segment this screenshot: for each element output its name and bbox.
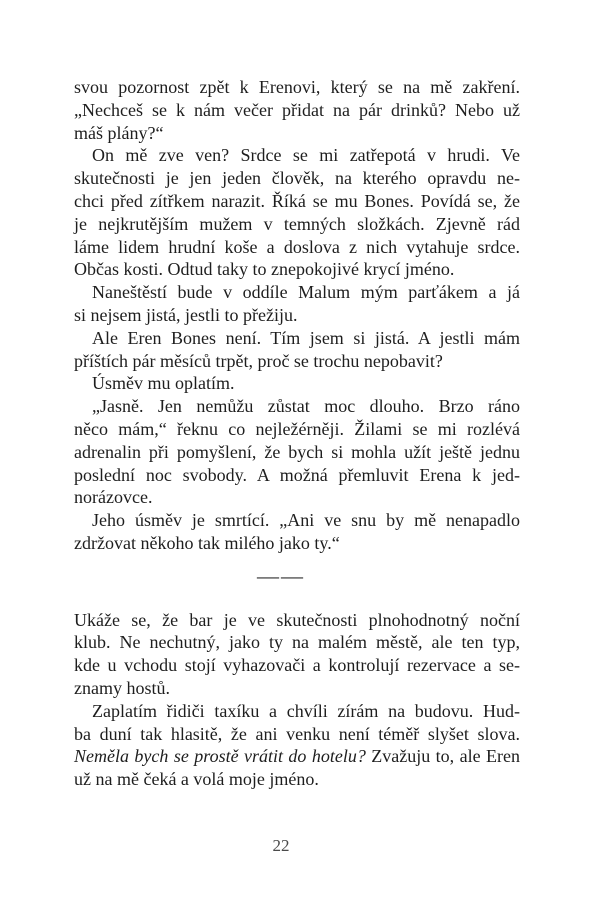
text-line bbox=[74, 258, 520, 281]
text-segment: klub. Ne nechutný, jako ty na malém městě, ale ten typ, bbox=[74, 632, 520, 653]
page-number: 22 bbox=[272, 836, 290, 855]
text-segment: norázovce. bbox=[74, 487, 153, 508]
paragraph bbox=[74, 76, 520, 144]
scene-break-divider: —— bbox=[257, 562, 305, 588]
paragraph bbox=[74, 372, 520, 395]
text-segment: Zvažuju to, ale Eren bbox=[371, 746, 520, 767]
text-line bbox=[74, 213, 520, 236]
text-line bbox=[74, 395, 520, 418]
text-segment: máš plány?“ bbox=[74, 122, 164, 143]
text-line bbox=[74, 441, 520, 464]
text-segment: adrenalin při pomyšlení, že bych si mohla užít ještě jednu bbox=[74, 441, 520, 462]
text-segment: Ale Eren Bones není. Tím jsem si jistá. A jestli mám bbox=[92, 327, 520, 348]
text-segment: Občas kosti. Odtud taky to znepokojivé krycí jméno. bbox=[74, 259, 455, 280]
text-segment: poslední noc svobody. A možná přemluvit Erena k jed- bbox=[74, 464, 520, 485]
text-segment: zdržovat někoho tak milého jako ty.“ bbox=[74, 532, 340, 553]
italic-text: Neměla bych se prostě vrátit do hotelu? bbox=[74, 746, 372, 767]
text-line bbox=[74, 99, 520, 122]
text-segment: Úsměv mu oplatím. bbox=[92, 373, 235, 394]
text-line bbox=[74, 350, 520, 373]
text-segment: chci před zítřkem narazit. Říká se mu Bones. Povídá se, že bbox=[74, 190, 520, 211]
text-segment: „Jasně. Jen nemůžu zůstat moc dlouho. Brzo ráno bbox=[92, 396, 520, 417]
text-segment: Naneštěstí bude v oddíle Malum mým parťákem a já bbox=[92, 282, 520, 303]
text-line bbox=[74, 700, 520, 723]
text-segment: Ukáže se, že bar je ve skutečnosti plnohodnotný noční bbox=[74, 609, 520, 630]
text-line bbox=[74, 509, 520, 532]
text-line bbox=[74, 723, 520, 746]
text-segment: ba duní tak hlasitě, že ani venku není téměř slyšet slova. bbox=[74, 723, 520, 744]
text-line bbox=[74, 304, 520, 327]
text-line bbox=[74, 372, 520, 395]
text-line bbox=[74, 167, 520, 190]
paragraph bbox=[74, 281, 520, 327]
text-segment: je nejkrutějším mužem v temných složkách. Zjevně rád bbox=[74, 213, 520, 234]
text-segment: On mě zve ven? Srdce se mi zatřepotá v hrudi. Ve bbox=[92, 145, 520, 166]
text-line bbox=[74, 631, 520, 654]
text-line bbox=[74, 190, 520, 213]
text-segment: už na mě čeká a volá moje jméno. bbox=[74, 769, 319, 790]
text-line bbox=[74, 532, 520, 555]
text-line bbox=[74, 464, 520, 487]
text-line bbox=[74, 609, 520, 632]
text-segment: „Nechceš se k nám večer přidat na pár drinků? Nebo už bbox=[74, 99, 520, 120]
text-segment: něco mám,“ řeknu co nejležérněji. Žilami se mi rozlévá bbox=[74, 418, 520, 439]
text-segment: kde u vchodu stojí vyhazovači a kontrolují rezervace a se- bbox=[74, 655, 520, 676]
text-segment: si nejsem jistá, jestli to přežiju. bbox=[74, 304, 298, 325]
text-segment: znamy hostů. bbox=[74, 677, 170, 698]
text-line bbox=[74, 327, 520, 350]
text-segment: skutečnosti je jen jeden člověk, na kterého opravdu ne- bbox=[74, 168, 520, 189]
text-line bbox=[74, 768, 520, 791]
text-block bbox=[74, 76, 520, 791]
text-line bbox=[74, 418, 520, 441]
text-line bbox=[74, 76, 520, 99]
text-line bbox=[74, 236, 520, 259]
text-segment: Zaplatím řidiči taxíku a chvíli zírám na budovu. Hud- bbox=[92, 700, 520, 721]
text-segment: láme lidem hrudní koše a doslova z nich vytahuje srdce. bbox=[74, 236, 520, 257]
text-line bbox=[74, 486, 520, 509]
text-line bbox=[74, 677, 520, 700]
paragraph bbox=[74, 395, 520, 509]
text-line bbox=[74, 745, 520, 768]
text-line bbox=[74, 281, 520, 304]
text-segment: Jeho úsměv je smrtící. „Ani ve snu by mě nenapadlo bbox=[92, 510, 520, 531]
paragraph bbox=[74, 609, 520, 700]
paragraph bbox=[74, 509, 520, 555]
text-segment: svou pozornost zpět k Erenovi, který se na mě zakření. bbox=[74, 77, 520, 97]
text-segment: příštích pár měsíců trpět, proč se trochu nepobavit? bbox=[74, 350, 443, 371]
text-line bbox=[74, 122, 520, 145]
paragraph bbox=[74, 144, 520, 281]
paragraph bbox=[74, 700, 520, 791]
text-line bbox=[74, 654, 520, 677]
paragraph bbox=[74, 327, 520, 373]
text-line bbox=[74, 144, 520, 167]
